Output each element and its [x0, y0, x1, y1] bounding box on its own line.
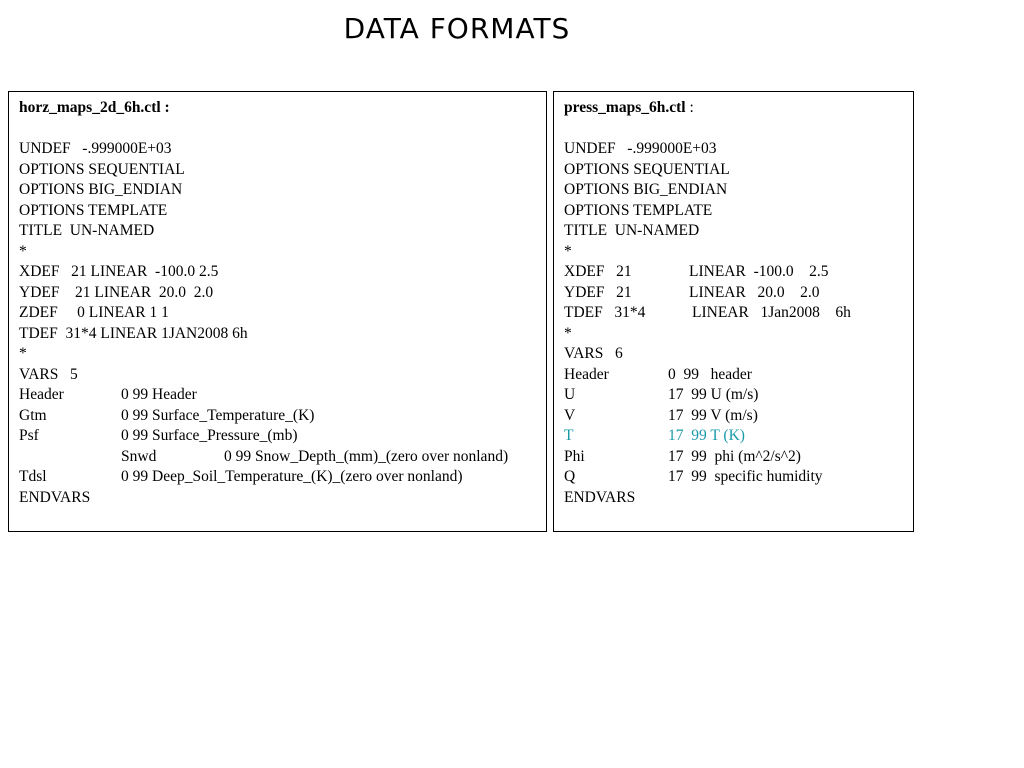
variable-name: Header: [19, 386, 64, 403]
variable-def: 0 99 header: [668, 365, 752, 383]
right-variable-row: [564, 406, 903, 427]
right-undef: UNDEF -.999000E+03: [564, 140, 717, 157]
press-maps-ctl-panel: [553, 91, 914, 532]
right-xdef: [564, 262, 903, 283]
variable-name: Phi: [564, 447, 585, 465]
variable-def: 0 99 Deep_Soil_Temperature_(K)_(zero over nonland): [121, 468, 463, 485]
right-variable-row: [564, 385, 903, 406]
variable-name: Tdsl: [19, 468, 47, 485]
left-filename: horz_maps_2d_6h.ctl :: [19, 99, 170, 116]
right-options-sequential: OPTIONS SEQUENTIAL: [564, 160, 730, 178]
right-options-template: OPTIONS TEMPLATE: [564, 201, 713, 219]
variable-def: 17 99 specific humidity: [668, 468, 823, 485]
right-separator: *: [564, 242, 572, 260]
blank-line: [19, 119, 536, 140]
left-variable-row: [19, 426, 536, 447]
slide-title: DATA FORMATS: [343, 12, 571, 45]
left-options-template: OPTIONS TEMPLATE: [19, 201, 168, 219]
left-undef: UNDEF -.999000E+03: [19, 140, 172, 157]
variable-name: V: [564, 406, 576, 424]
right-variable-row: [564, 365, 903, 386]
tdef-value: LINEAR 1Jan2008 6h: [692, 304, 851, 321]
right-title-line: TITLE UN-NAMED: [564, 222, 700, 239]
left-options-sequential: OPTIONS SEQUENTIAL: [19, 160, 185, 178]
horz-maps-ctl-panel: [8, 91, 547, 532]
variable-name: T: [564, 427, 574, 444]
left-separator: *: [19, 242, 27, 260]
left-vars: VARS 5: [19, 365, 78, 383]
right-ydef: [564, 283, 903, 304]
ydef-label: YDEF 21: [564, 283, 632, 301]
left-variable-row-snwd: [19, 447, 536, 468]
left-separator: *: [19, 345, 27, 362]
left-tdef: TDEF 31*4 LINEAR 1JAN2008 6h: [19, 324, 248, 342]
xdef-label: XDEF 21: [564, 263, 632, 280]
right-variable-row: [564, 447, 903, 468]
variable-def: 17 99 U (m/s): [668, 386, 759, 403]
left-ydef: YDEF 21 LINEAR 20.0 2.0: [19, 283, 214, 301]
left-title-line: TITLE UN-NAMED: [19, 222, 155, 239]
blank-line: [564, 119, 903, 140]
left-variable-row: [19, 406, 536, 427]
right-endvars: ENDVARS: [564, 488, 636, 506]
right-variable-row: [564, 467, 903, 488]
left-endvars: ENDVARS: [19, 488, 91, 506]
xdef-value: LINEAR -100.0 2.5: [689, 263, 829, 280]
right-tdef: [564, 303, 903, 324]
variable-def: 17 99 T (K): [668, 427, 745, 444]
right-variable-row-highlighted: [564, 426, 903, 447]
left-variable-row: [19, 467, 536, 488]
variable-def: 17 99 phi (m^2/s^2): [668, 447, 801, 465]
variable-name: Snwd: [121, 447, 157, 465]
right-separator: *: [564, 324, 572, 342]
variable-name: U: [564, 386, 576, 403]
right-filename: press_maps_6h.ctl: [564, 99, 686, 116]
variable-def: 0 99 Header: [121, 386, 197, 403]
right-options-endian: OPTIONS BIG_ENDIAN: [564, 181, 728, 198]
right-vars: VARS 6: [564, 345, 623, 362]
variable-def: 0 99 Surface_Temperature_(K): [121, 406, 315, 424]
variable-name: Psf: [19, 427, 39, 444]
right-filename-suffix: :: [685, 99, 694, 116]
right-filename-line: [564, 98, 903, 119]
left-variable-row: [19, 385, 536, 406]
left-zdef: ZDEF 0 LINEAR 1 1: [19, 304, 169, 321]
variable-name: Header: [564, 365, 609, 383]
left-xdef: XDEF 21 LINEAR -100.0 2.5: [19, 263, 219, 280]
variable-def: 0 99 Surface_Pressure_(mb): [121, 427, 298, 444]
tdef-label: TDEF 31*4: [564, 304, 646, 321]
left-options-endian: OPTIONS BIG_ENDIAN: [19, 181, 183, 198]
variable-name: Q: [564, 468, 576, 485]
variable-def: 0 99 Snow_Depth_(mm)_(zero over nonland): [224, 447, 509, 465]
ydef-value: LINEAR 20.0 2.0: [689, 283, 820, 301]
variable-name: Gtm: [19, 406, 47, 424]
variable-def: 17 99 V (m/s): [668, 406, 758, 424]
